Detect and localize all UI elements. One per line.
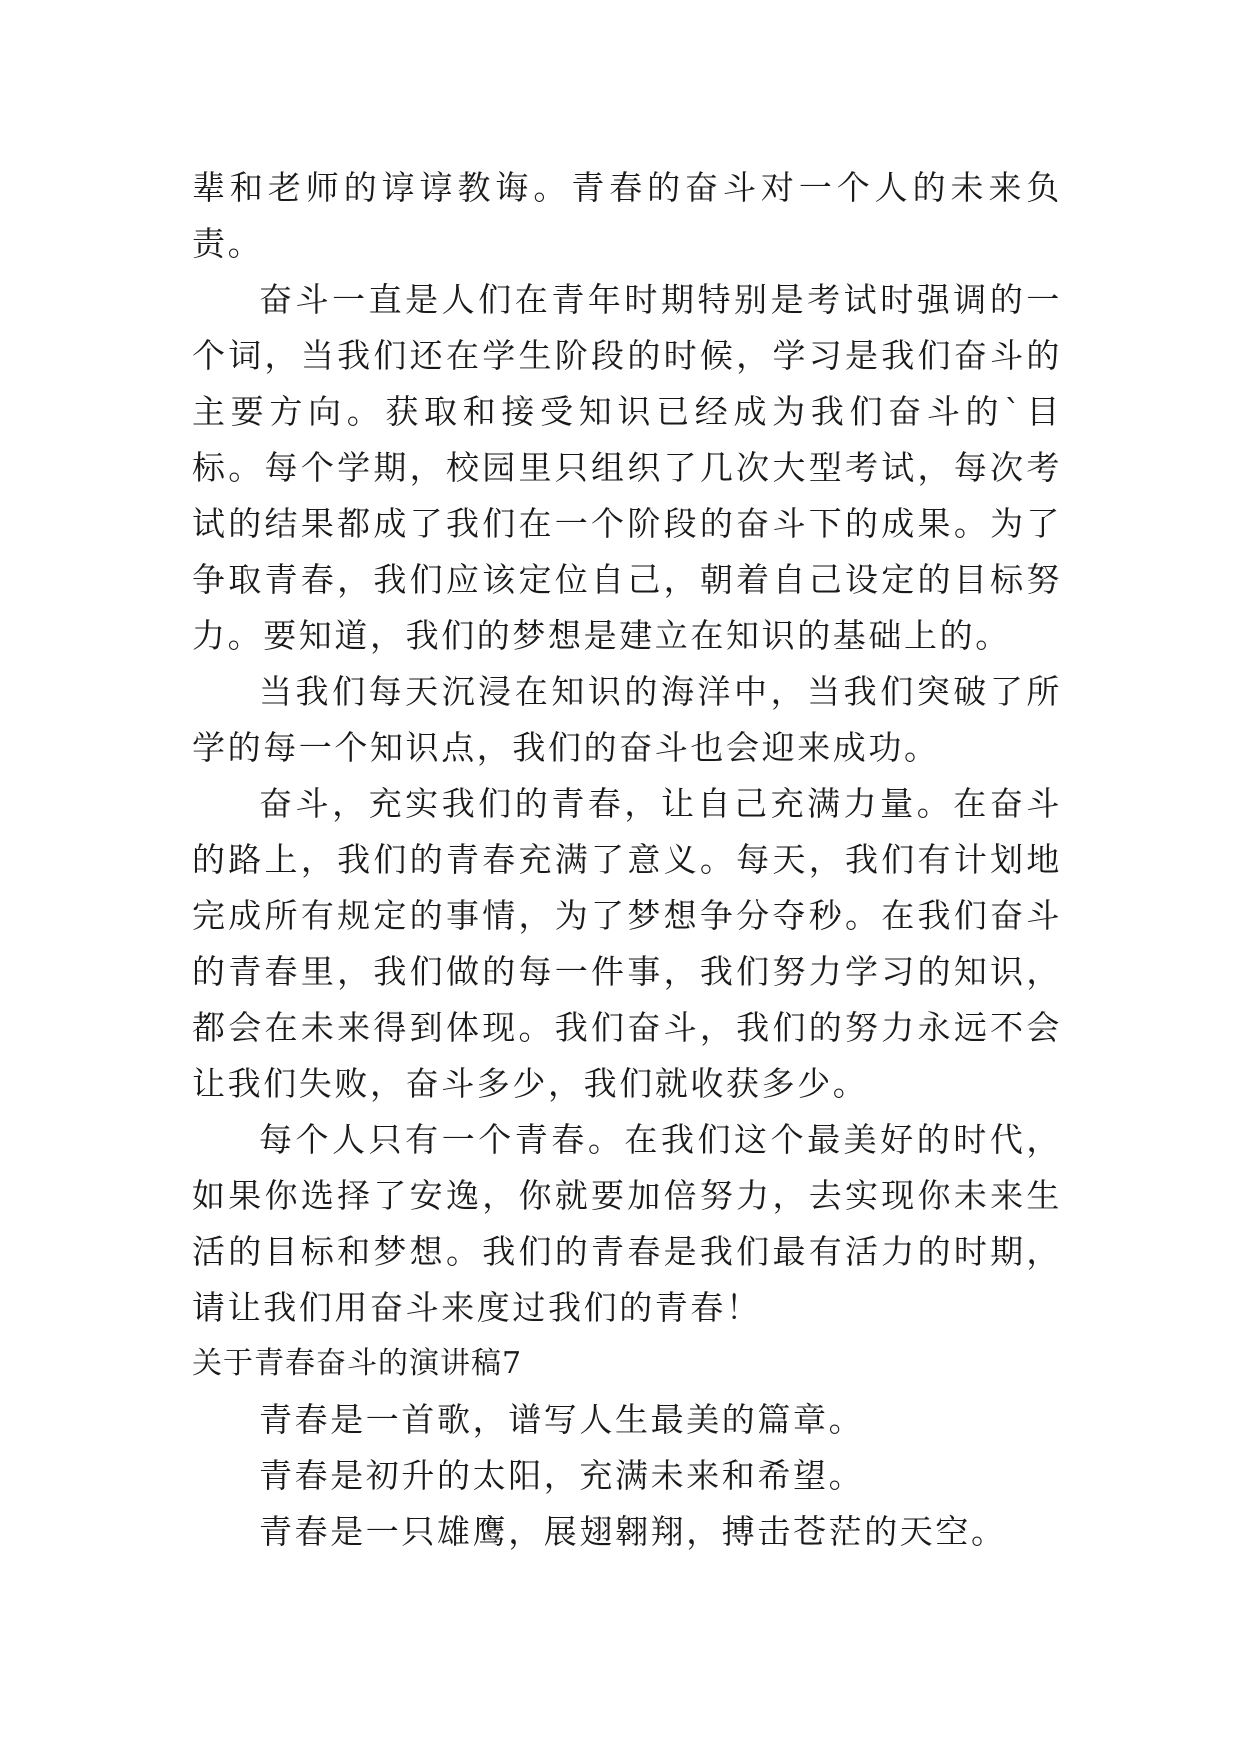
paragraph: 每个人只有一个青春。在我们这个最美好的时代，如果你选择了安逸，你就要加倍努力，去实现你未来生活的目标和梦想。我们的青春是我们最有活力的时期，请让我们用奋斗来度过我们的青春！ xyxy=(192,1120,1062,1327)
paragraph: 奋斗，充实我们的青春，让自己充满力量。在奋斗的路上，我们的青春充满了意义。每天，我们有计划地完成所有规定的事情，为了梦想争分夺秒。在我们奋斗的青春里，我们做的每一件事，我们努力学习的知识，都会在未来得到体现。我们奋斗，我们的努力永远不会让我们失败，奋斗多少，我们就收获多少。 xyxy=(192,784,1062,1103)
paragraph: 当我们每天沉浸在知识的海洋中，当我们突破了所学的每一个知识点，我们的奋斗也会迎来成功。 xyxy=(192,672,1062,767)
section-title: 关于青春奋斗的演讲稿7 xyxy=(192,1346,523,1381)
paragraph: 青春是初升的太阳，充满未来和希望。 xyxy=(259,1456,865,1495)
paragraph: 青春是一首歌，谱写人生最美的篇章。 xyxy=(259,1400,865,1439)
paragraph-continuation: 辈和老师的谆谆教诲。青春的奋斗对一个人的未来负责。 xyxy=(192,168,1062,263)
paragraph: 奋斗一直是人们在青年时期特别是考试时强调的一个词，当我们还在学生阶段的时候，学习是我们奋斗的主要方向。获取和接受知识已经成为我们奋斗的`目标。每个学期，校园里只组织了几次大型考试，每次考试的结果都成了我们在一个阶段的奋斗下的成果。为了争取青春，我们应该定位自己，朝着自己设定的目标努力。要知道，我们的梦想是建立在知识的基础上的。 xyxy=(192,280,1062,655)
document-body xyxy=(192,160,1062,1560)
paragraph: 青春是一只雄鹰，展翅翱翔，搏击苍茫的天空。 xyxy=(259,1512,1007,1551)
